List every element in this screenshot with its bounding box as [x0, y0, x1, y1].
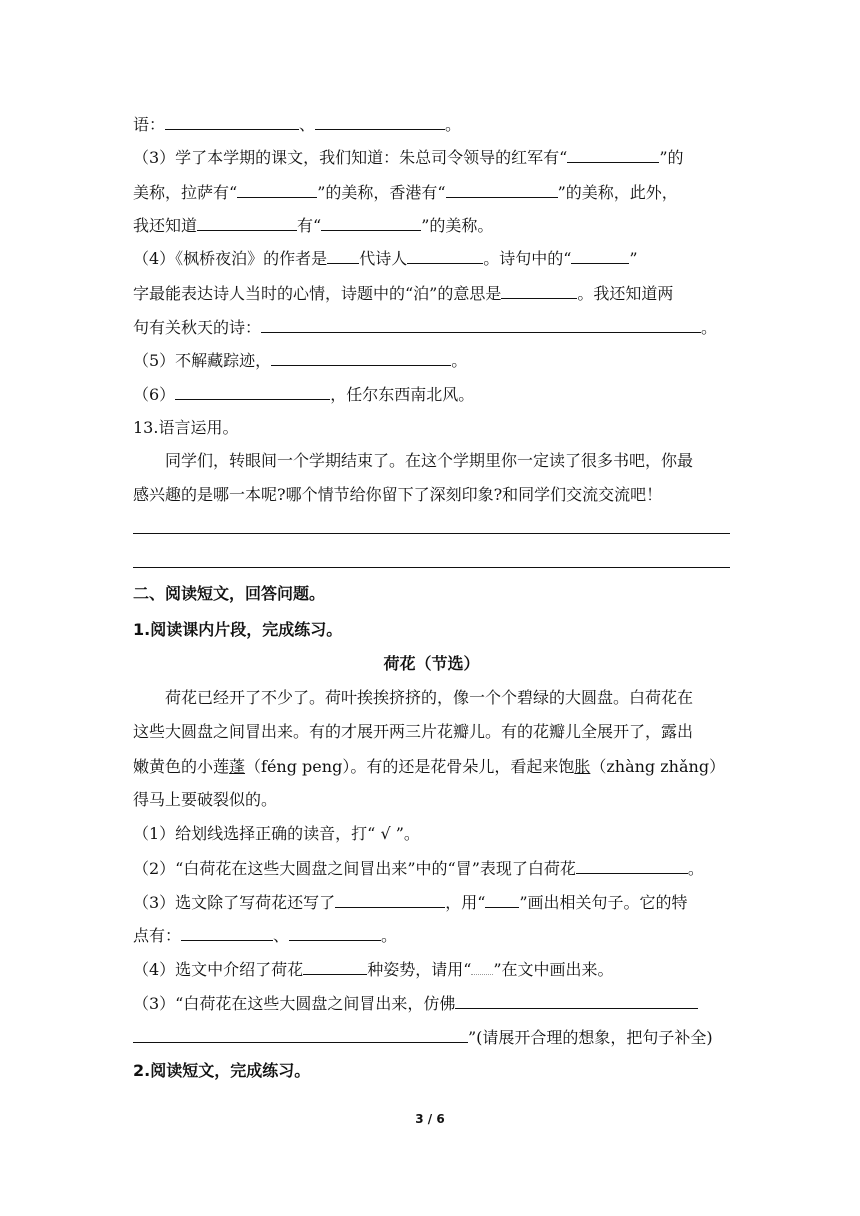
answer-blank[interactable]: [165, 114, 299, 130]
answer-blank[interactable]: [303, 959, 367, 975]
text: 。: [687, 859, 704, 878]
text: 。: [451, 351, 468, 370]
text: ”的: [659, 148, 684, 167]
writing-line[interactable]: [133, 567, 730, 568]
section-title: 二、阅读短文，回答问题。: [133, 584, 326, 603]
paragraph-line: 荷花已经开了不少了。荷叶挨挨挤挤的，像一个个碧绿的大圆盘。白荷花在: [165, 688, 694, 707]
text: （3）选文除了写荷花还写了: [133, 893, 336, 912]
paragraph-line: [133, 757, 733, 777]
exercise-5: [133, 993, 733, 1014]
exercise-1: （1）给划线选择正确的读音，打“ √ ”。: [133, 824, 420, 843]
answer-blank[interactable]: [576, 858, 688, 874]
answer-blank[interactable]: [567, 147, 659, 163]
answer-blank[interactable]: [237, 182, 317, 198]
text: （4）《枫桥夜泊》的作者是: [133, 249, 328, 268]
exercise-2: [133, 858, 733, 879]
text: 。: [381, 926, 398, 945]
text: 。我还知道两: [577, 284, 674, 303]
exercise-3-cont: [133, 925, 733, 946]
text: （3）“白荷花在这些大圆盘之间冒出来，仿佛: [133, 994, 456, 1013]
text: ”的美称，此外，: [557, 183, 678, 202]
text: 。: [701, 318, 718, 337]
text: ”: [629, 249, 638, 268]
text: 。: [445, 115, 462, 134]
paragraph-line: 同学们，转眼间一个学期结束了。在这个学期里你一定读了很多书吧，你最: [165, 451, 694, 470]
answer-blank[interactable]: [197, 215, 297, 231]
text: ”(请展开合理的想象，把句子补全): [468, 1028, 713, 1047]
line-1: [133, 114, 733, 135]
text: ”的美称，香港有“: [317, 183, 446, 202]
wavy-underline-sample: [471, 962, 493, 975]
answer-blank[interactable]: [501, 283, 577, 299]
text: 、: [299, 115, 316, 134]
line-5: [133, 248, 733, 269]
answer-blank[interactable]: [335, 892, 445, 908]
underlined-char: 胀: [574, 757, 591, 776]
answer-blank[interactable]: [571, 248, 629, 264]
answer-blank[interactable]: [175, 384, 330, 400]
exercise-3: [133, 892, 733, 913]
answer-blank[interactable]: [455, 993, 698, 1009]
answer-blank[interactable]: [181, 925, 273, 941]
text: 种姿势，请用“: [367, 960, 472, 979]
writing-line[interactable]: [133, 533, 730, 534]
text: 我还知道: [133, 216, 198, 235]
exercise-5-cont: [133, 1027, 733, 1048]
paragraph-line: 得马上要破裂似的。: [133, 790, 278, 809]
text: ”画出相关句子。它的特: [519, 893, 688, 912]
text: 、: [273, 926, 290, 945]
text: ，用“: [445, 893, 486, 912]
line-3: [133, 182, 733, 203]
line-2: [133, 147, 733, 168]
text: 有“: [297, 216, 322, 235]
text: （3）学了本学期的课文，我们知道：朱总司令领导的红军有“: [133, 148, 568, 167]
text: 点有：: [133, 926, 182, 945]
text: 嫩黄色的小莲: [133, 757, 230, 776]
article-title: 荷花（节选）: [383, 654, 480, 673]
question-2-title: 2.阅读短文，完成练习。: [133, 1061, 311, 1080]
line-4: [133, 215, 733, 236]
text: （zhàng zhǎng）: [590, 757, 726, 776]
text: 语：: [133, 115, 166, 134]
answer-blank[interactable]: [327, 248, 359, 264]
paragraph-line: 这些大圆盘之间冒出来。有的才展开两三片花瓣儿。有的花瓣儿全展开了，露出: [133, 722, 694, 741]
answer-blank[interactable]: [289, 925, 381, 941]
text: 句有关秋天的诗：: [133, 318, 262, 337]
text: ”的美称。: [421, 216, 494, 235]
answer-blank[interactable]: [446, 182, 558, 198]
underlined-char: 蓬: [229, 757, 246, 776]
text: ，任尔东西南北风。: [330, 385, 475, 404]
text: （5）不解藏踪迹，: [133, 351, 272, 370]
answer-blank[interactable]: [261, 317, 701, 333]
answer-blank[interactable]: [133, 1027, 468, 1043]
question-1-title: 1.阅读课内片段，完成练习。: [133, 620, 343, 639]
answer-blank[interactable]: [271, 350, 451, 366]
answer-blank[interactable]: [315, 114, 445, 130]
underline-sample: [485, 892, 519, 908]
answer-blank[interactable]: [407, 248, 483, 264]
text: （féng peng）。有的还是花骨朵儿，看起来饱: [245, 757, 575, 776]
text: 美称，拉萨有“: [133, 183, 238, 202]
text: （2）“白荷花在这些大圆盘之间冒出来”中的“冒”表现了白荷花: [133, 859, 576, 878]
text: 。诗句中的“: [483, 249, 572, 268]
line-9: [133, 384, 733, 405]
page-number: 3 / 6: [415, 1112, 445, 1126]
line-7: [133, 317, 733, 338]
question-13-title: 13.语言运用。: [133, 418, 239, 437]
text: ”在文中画出来。: [493, 960, 614, 979]
paragraph-line: 感兴趣的是哪一本呢?哪个情节给你留下了深刻印象?和同学们交流交流吧！: [133, 485, 663, 504]
text: 代诗人: [359, 249, 408, 268]
text: （6）: [133, 385, 176, 404]
text: （4）选文中介绍了荷花: [133, 960, 304, 979]
text: 字最能表达诗人当时的心情，诗题中的“泊”的意思是: [133, 284, 502, 303]
exercise-4: [133, 959, 733, 980]
line-8: [133, 350, 733, 371]
line-6: [133, 283, 733, 304]
answer-blank[interactable]: [321, 215, 421, 231]
